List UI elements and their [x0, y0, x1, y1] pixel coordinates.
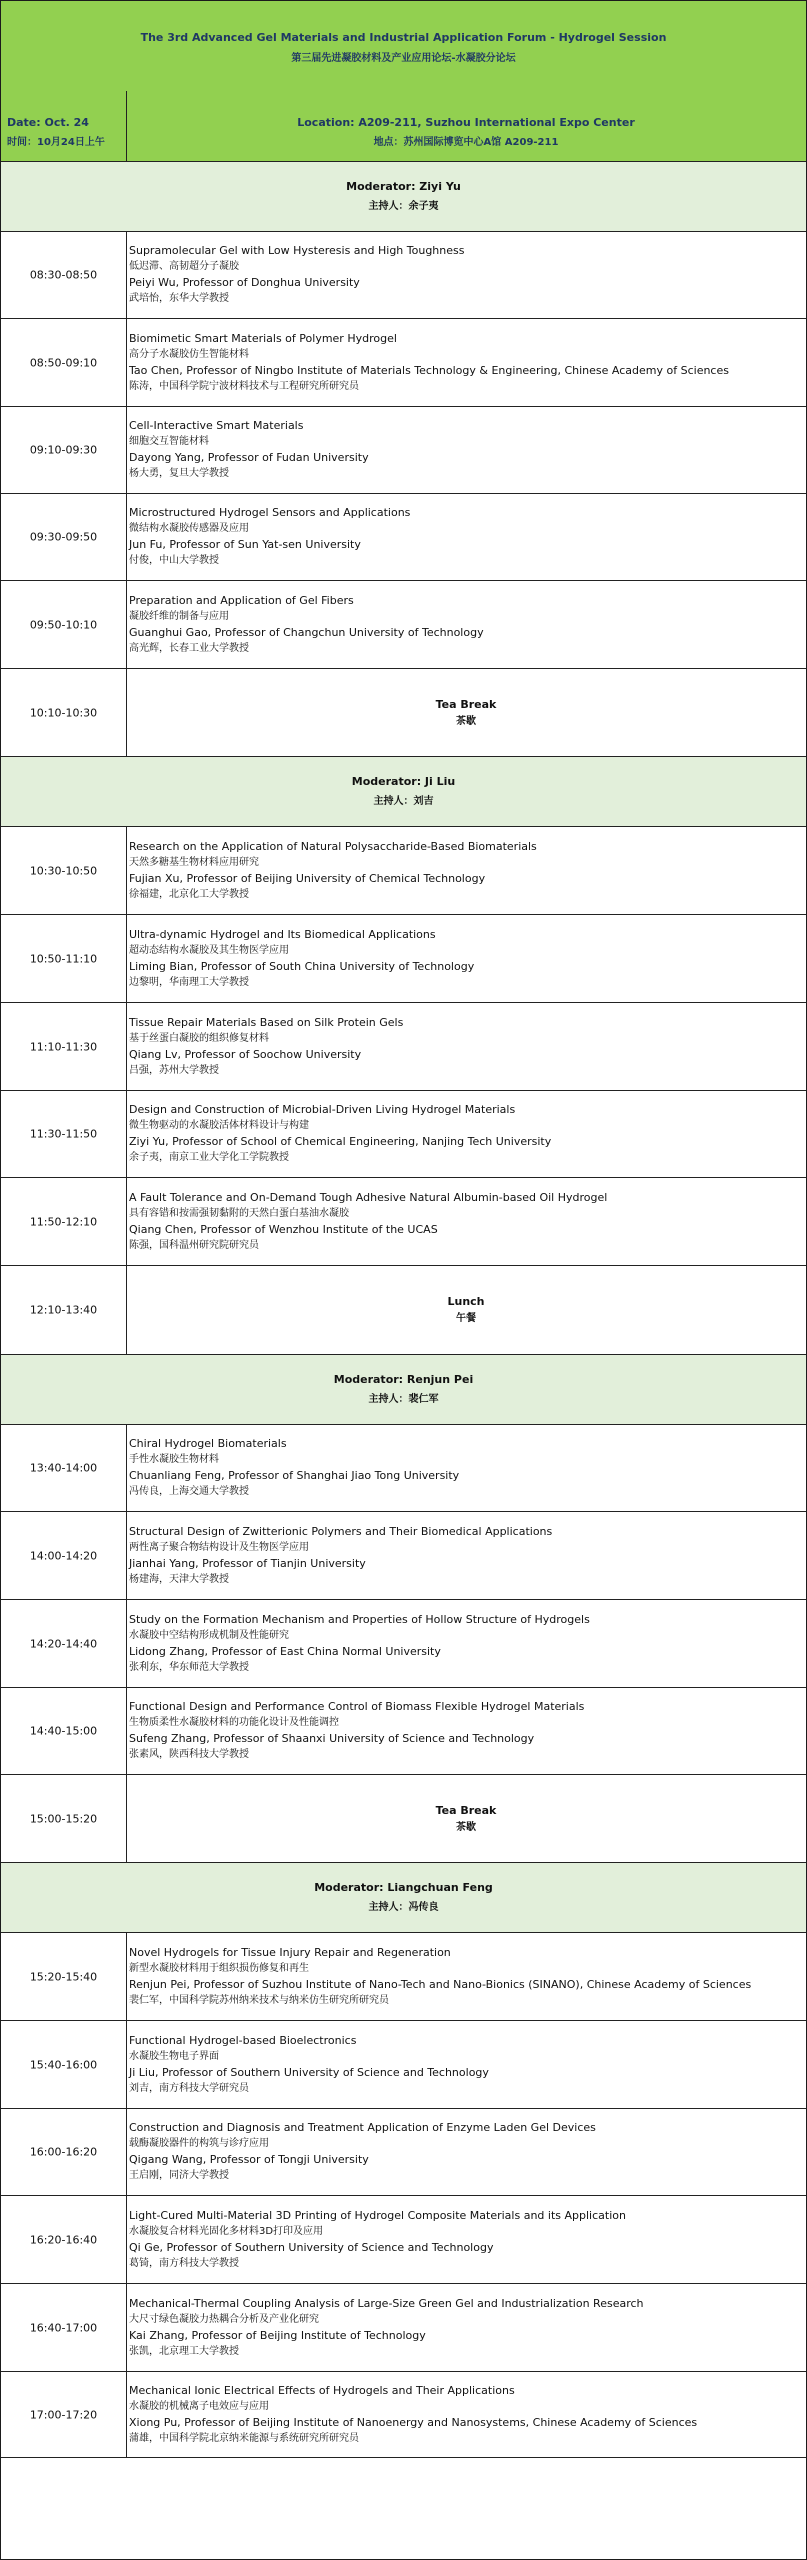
date-cn: 时间：10月24日上午 — [7, 137, 105, 148]
talk-title-en: Mechanical Ionic Electrical Effects of Hydrogels and Their Applications — [129, 2383, 515, 2397]
time-cell — [1, 407, 127, 493]
talk-title-cn: 载酶凝胶器件的构筑与诊疗应用 — [129, 2138, 269, 2149]
talk-details — [129, 927, 803, 991]
speaker-en: Xiong Pu, Professor of Beijing Institute of Nanoenergy and Nanosystems, Chinese Academy of Sciences — [129, 2415, 698, 2429]
talk-title-cn: 水凝胶生物电子界面 — [129, 2050, 219, 2062]
talk-title-en: A Fault Tolerance and On-Demand Tough Adhesive Natural Albumin-based Oil Hydrogel — [129, 1190, 608, 1204]
talk-details — [129, 2208, 803, 2272]
speaker-en: Chuanliang Feng, Professor of Shanghai Jiao Tong University — [129, 1469, 460, 1482]
time-cell — [1, 2109, 127, 2195]
talk-title-cn: 生物质柔性水凝胶材料的功能化设计及性能调控 — [129, 1717, 339, 1728]
talk-title-en: Supramolecular Gel with Low Hysteresis and High Toughness — [129, 244, 465, 257]
talk-row — [1, 1425, 806, 1512]
date-cell — [1, 91, 127, 161]
talk-row — [1, 232, 806, 319]
speaker-en: Liming Bian, Professor of South China University of Technology — [129, 959, 475, 973]
time-cell — [1, 915, 127, 1002]
speaker-cn: 张凯，北京理工大学教授 — [129, 2345, 239, 2357]
talk-row — [1, 827, 806, 915]
talk-details — [129, 1190, 803, 1254]
forum-title-block — [1, 1, 806, 92]
time-slot: 16:20-16:40 — [29, 2233, 98, 2246]
speaker-en: Peiyi Wu, Professor of Donghua University — [129, 276, 360, 289]
talk-cell — [126, 581, 806, 668]
talk-title-cn: 水凝胶复合材料光固化多材料3D打印及应用 — [129, 2225, 324, 2237]
location-cn: 地点：苏州国际博览中心A馆 A209-211 — [373, 137, 559, 148]
talk-title-cn: 超动态结构水凝胶及其生物医学应用 — [129, 944, 289, 956]
talk-cell — [126, 1003, 806, 1090]
talk-title-en: Ultra-dynamic Hydrogel and Its Biomedical Applications — [129, 927, 436, 941]
talk-title-en: Novel Hydrogels for Tissue Injury Repair and Regeneration — [129, 1945, 451, 1959]
talk-cell — [126, 407, 806, 493]
talk-cell — [126, 827, 806, 914]
speaker-cn: 裴仁军，中国科学院苏州纳米技术与纳米仿生研究所研究员 — [129, 1994, 389, 2006]
talk-title-en: Design and Construction of Microbial-Driven Living Hydrogel Materials — [129, 1103, 516, 1116]
speaker-en: Qiang Chen, Professor of Wenzhou Institute of the UCAS — [129, 1222, 438, 1236]
speaker-cn: 葛锜，南方科技大学教授 — [129, 2257, 239, 2269]
talk-details — [129, 2033, 803, 2097]
moderator-row — [1, 162, 806, 232]
speaker-cn: 杨建海，天津大学教授 — [129, 1573, 229, 1585]
talk-title-en: Research on the Application of Natural Polysaccharide-Based Biomaterials — [129, 839, 537, 853]
moderator-row — [1, 1863, 806, 1933]
time-slot: 08:50-09:10 — [29, 356, 98, 369]
talk-title-en: Construction and Diagnosis and Treatment Application of Enzyme Laden Gel Devices — [129, 2121, 596, 2134]
talk-cell — [126, 319, 806, 406]
talk-title-cn: 具有容错和按需强韧黏附的天然白蛋白基油水凝胶 — [129, 1207, 349, 1219]
speaker-en: Sufeng Zhang, Professor of Shaanxi University of Science and Technology — [129, 1732, 535, 1745]
talk-row — [1, 319, 806, 407]
talk-title-en: Preparation and Application of Gel Fibers — [129, 593, 354, 607]
talk-row — [1, 1512, 806, 1600]
speaker-en: Fujian Xu, Professor of Beijing University of Chemical Technology — [129, 871, 486, 885]
time-cell — [1, 2372, 127, 2457]
talk-details — [129, 1102, 803, 1166]
time-slot: 14:20-14:40 — [29, 1637, 98, 1650]
talk-title-en: Structural Design of Zwitterionic Polymers and Their Biomedical Applications — [129, 1524, 553, 1538]
time-cell — [1, 319, 127, 406]
moderator-row — [1, 757, 806, 827]
speaker-cn: 边黎明，华南理工大学教授 — [129, 976, 249, 988]
speaker-cn: 冯传良，上海交通大学教授 — [129, 1486, 249, 1497]
talk-title-cn: 基于丝蛋白凝胶的组织修复材料 — [129, 1032, 269, 1044]
talk-details — [129, 1015, 803, 1079]
talk-title-en: Functional Hydrogel-based Bioelectronics — [129, 2033, 357, 2047]
time-cell — [1, 1688, 127, 1774]
break-label — [126, 696, 806, 730]
speaker-cn: 张利东，华东师范大学教授 — [129, 1661, 249, 1673]
talk-title-en: Light-Cured Multi-Material 3D Printing of Hydrogel Composite Materials and its Application — [129, 2208, 626, 2222]
speaker-en: Tao Chen, Professor of Ningbo Institute of Materials Technology & Engineering, Chinese Academy of Sciences — [129, 363, 729, 377]
talk-cell — [126, 1425, 806, 1511]
time-cell — [1, 1178, 127, 1265]
speaker-en: Ji Liu, Professor of Southern University of Science and Technology — [129, 2065, 489, 2079]
talk-title-en: Biomimetic Smart Materials of Polymer Hydrogel — [129, 331, 397, 345]
location-en: Location: A209-211, Suzhou International Expo Center — [297, 116, 635, 129]
talk-row — [1, 1600, 806, 1688]
time-cell — [1, 1933, 127, 2020]
time-cell — [1, 494, 127, 580]
time-slot: 17:00-17:20 — [29, 2408, 98, 2421]
time-cell — [1, 232, 127, 318]
talk-cell — [126, 2021, 806, 2108]
talk-row — [1, 1003, 806, 1091]
talk-details — [129, 593, 803, 657]
talk-details — [129, 1612, 803, 1676]
break-label-cn: 茶歇 — [456, 1821, 476, 1833]
talk-title-cn: 微结构水凝胶传感器及应用 — [129, 523, 249, 534]
time-slot: 12:10-13:40 — [29, 1303, 98, 1317]
talk-title-en: Chiral Hydrogel Biomaterials — [129, 1437, 287, 1450]
talk-row — [1, 581, 806, 669]
talk-title-en: Tissue Repair Materials Based on Silk Protein Gels — [129, 1015, 404, 1029]
talk-details — [129, 331, 803, 395]
time-slot: 13:40-14:00 — [29, 1461, 98, 1475]
talk-row — [1, 494, 806, 581]
break-cell — [126, 1266, 806, 1354]
speaker-cn: 张素风，陕西科技大学教授 — [129, 1749, 249, 1760]
break-label-en: Lunch — [447, 1295, 485, 1308]
break-label-cn: 午餐 — [456, 1313, 476, 1324]
talk-cell — [126, 2284, 806, 2371]
talk-details — [129, 2296, 803, 2360]
talk-title-en: Study on the Formation Mechanism and Properties of Hollow Structure of Hydrogels — [129, 1612, 590, 1626]
speaker-en: Lidong Zhang, Professor of East China Normal University — [129, 1644, 441, 1658]
time-slot: 15:00-15:20 — [29, 1812, 98, 1825]
speaker-en: Ziyi Yu, Professor of School of Chemical Engineering, Nanjing Tech University — [129, 1135, 552, 1148]
speaker-en: Renjun Pei, Professor of Suzhou Institute of Nano-Tech and Nano-Bionics (SINANO), Chinese Academy of Sciences — [129, 1977, 752, 1991]
speaker-cn: 陈涛，中国科学院宁波材料技术与工程研究所研究员 — [129, 380, 359, 392]
time-slot: 11:50-12:10 — [29, 1215, 98, 1228]
talk-title-en: Functional Design and Performance Control of Biomass Flexible Hydrogel Materials — [129, 1700, 585, 1713]
speaker-en: Qiang Lv, Professor of Soochow University — [129, 1047, 362, 1061]
talk-row — [1, 1091, 806, 1178]
time-slot: 08:30-08:50 — [29, 268, 98, 282]
time-slot: 10:10-10:30 — [29, 706, 98, 719]
time-slot: 11:10-11:30 — [29, 1040, 98, 1053]
talk-cell — [126, 1512, 806, 1599]
break-cell — [126, 669, 806, 756]
time-cell — [1, 1003, 127, 1090]
moderator-name-en: Moderator: Ziyi Yu — [346, 180, 461, 193]
time-cell — [1, 2284, 127, 2371]
speaker-cn: 刘吉，南方科技大学研究员 — [129, 2082, 249, 2094]
talk-title-en: Cell-Interactive Smart Materials — [129, 419, 304, 432]
talk-row — [1, 2372, 806, 2458]
time-cell — [1, 669, 127, 756]
time-cell — [1, 2196, 127, 2283]
time-slot: 10:30-10:50 — [29, 864, 98, 877]
break-label — [126, 1293, 806, 1327]
talk-row — [1, 2284, 806, 2372]
speaker-en: Jun Fu, Professor of Sun Yat-sen University — [129, 538, 361, 551]
talk-cell — [126, 1688, 806, 1774]
talk-title-cn: 高分子水凝胶仿生智能材料 — [129, 348, 249, 360]
talk-details — [129, 418, 803, 482]
break-label-en: Tea Break — [435, 697, 497, 711]
time-slot: 09:10-09:30 — [29, 443, 98, 457]
speaker-cn: 蒲雄，中国科学院北京纳米能源与系统研究所研究员 — [129, 2432, 359, 2444]
time-slot: 14:40-15:00 — [29, 1724, 98, 1738]
time-slot: 16:00-16:20 — [29, 2145, 98, 2159]
speaker-cn: 王启刚，同济大学教授 — [129, 2170, 229, 2181]
break-label-cn: 茶歇 — [456, 715, 476, 727]
talk-title-cn: 凝胶纤维的制备与应用 — [129, 610, 229, 622]
forum-title-cn: 第三届先进凝胶材料及产业应用论坛-水凝胶分论坛 — [291, 53, 516, 64]
talk-title-cn: 天然多糖基生物材料应用研究 — [129, 856, 259, 868]
time-cell — [1, 1775, 127, 1862]
time-cell — [1, 1091, 127, 1177]
talk-title-cn: 两性离子聚合物结构设计及生物医学应用 — [129, 1541, 309, 1553]
talk-cell — [126, 1178, 806, 1265]
time-slot: 15:40-16:00 — [29, 2058, 98, 2071]
talk-title-cn: 细胞交互智能材料 — [129, 436, 209, 447]
break-label — [126, 1802, 806, 1836]
speaker-cn: 武培怡，东华大学教授 — [129, 293, 229, 304]
moderator-name-en: Moderator: Ji Liu — [351, 775, 456, 788]
moderator-name-cn: 主持人：裴仁军 — [368, 1394, 439, 1405]
talk-row — [1, 1688, 806, 1775]
talk-row — [1, 1933, 806, 2021]
talk-title-cn: 低迟滞、高韧超分子凝胶 — [129, 261, 239, 272]
talk-cell — [126, 494, 806, 580]
talk-cell — [126, 2109, 806, 2195]
talk-title-cn: 手性水凝胶生物材料 — [129, 1454, 219, 1465]
speaker-cn: 高光辉，长春工业大学教授 — [129, 642, 249, 654]
break-row — [1, 1775, 806, 1863]
time-slot: 09:50-10:10 — [29, 618, 98, 631]
break-row — [1, 669, 806, 757]
time-cell — [1, 1266, 127, 1354]
talk-row — [1, 915, 806, 1003]
time-cell — [1, 1425, 127, 1511]
talk-details — [129, 2383, 803, 2447]
forum-title-en: The 3rd Advanced Gel Materials and Industrial Application Forum - Hydrogel Session — [140, 31, 667, 44]
talk-cell — [126, 1091, 806, 1177]
talk-row — [1, 2109, 806, 2196]
moderator-row — [1, 1355, 806, 1425]
talk-title-cn: 新型水凝胶材料用于组织损伤修复和再生 — [129, 1962, 309, 1974]
talk-row — [1, 2196, 806, 2284]
time-cell — [1, 581, 127, 668]
talk-title-cn: 微生物驱动的水凝胶活体材料设计与构建 — [129, 1120, 309, 1131]
location-cell — [126, 91, 806, 161]
time-slot: 16:40-17:00 — [29, 2321, 98, 2334]
talk-details — [129, 505, 803, 569]
talk-details — [129, 1945, 803, 2009]
break-cell — [126, 1775, 806, 1862]
time-cell — [1, 1600, 127, 1687]
talk-title-cn: 大尺寸绿色凝胶力热耦合分析及产业化研究 — [129, 2313, 319, 2325]
speaker-cn: 徐福建，北京化工大学教授 — [129, 888, 249, 900]
time-cell — [1, 1512, 127, 1599]
talk-cell — [126, 1600, 806, 1687]
time-slot: 15:20-15:40 — [29, 1970, 98, 1983]
speaker-en: Kai Zhang, Professor of Beijing Institute of Technology — [129, 2328, 426, 2342]
talk-cell — [126, 2196, 806, 2283]
talk-details — [129, 1436, 803, 1500]
time-cell — [1, 827, 127, 914]
talk-details — [129, 1699, 803, 1763]
speaker-en: Qi Ge, Professor of Southern University of Science and Technology — [129, 2240, 494, 2254]
talk-title-cn: 水凝胶的机械离子电效应与应用 — [129, 2400, 269, 2412]
talk-details — [129, 2120, 803, 2184]
time-slot: 11:30-11:50 — [29, 1127, 98, 1141]
talk-cell — [126, 2372, 806, 2457]
talk-row — [1, 2021, 806, 2109]
talk-title-en: Microstructured Hydrogel Sensors and Applications — [129, 506, 411, 519]
break-row — [1, 1266, 806, 1355]
talk-title-cn: 水凝胶中空结构形成机制及性能研究 — [129, 1629, 289, 1641]
talk-title-en: Mechanical-Thermal Coupling Analysis of Large-Size Green Gel and Industrialization Research — [129, 2296, 644, 2310]
talk-details — [129, 243, 803, 307]
time-slot: 14:00-14:20 — [29, 1549, 98, 1562]
speaker-en: Jianhai Yang, Professor of Tianjin University — [129, 1556, 366, 1570]
speaker-en: Dayong Yang, Professor of Fudan University — [129, 451, 369, 464]
talk-row — [1, 407, 806, 494]
speaker-cn: 余子夷，南京工业大学化工学院教授 — [129, 1152, 289, 1163]
speaker-cn: 陈强，国科温州研究院研究员 — [129, 1239, 259, 1251]
speaker-cn: 付俊，中山大学教授 — [129, 555, 219, 566]
talk-details — [129, 839, 803, 903]
talk-row — [1, 1178, 806, 1266]
time-slot: 09:30-09:50 — [29, 530, 98, 544]
moderator-name-cn: 主持人：余子夷 — [368, 201, 439, 212]
talk-cell — [126, 915, 806, 1002]
date-location-row — [1, 91, 806, 162]
moderator-name-en: Moderator: Renjun Pei — [333, 1373, 474, 1386]
time-cell — [1, 2021, 127, 2108]
date-en: Date: Oct. 24 — [7, 116, 89, 129]
speaker-cn: 吕强，苏州大学教授 — [129, 1064, 219, 1076]
talk-cell — [126, 1933, 806, 2020]
speaker-en: Qigang Wang, Professor of Tongji University — [129, 2153, 369, 2166]
break-label-en: Tea Break — [435, 1803, 497, 1817]
speaker-cn: 杨大勇，复旦大学教授 — [129, 468, 229, 479]
moderator-name-cn: 主持人：冯传良 — [368, 1902, 439, 1913]
speaker-en: Guanghui Gao, Professor of Changchun University of Technology — [129, 625, 484, 639]
moderator-name-cn: 主持人：刘吉 — [373, 796, 434, 807]
talk-details — [129, 1524, 803, 1588]
time-slot: 10:50-11:10 — [29, 952, 98, 965]
talk-cell — [126, 232, 806, 318]
moderator-name-en: Moderator: Liangchuan Feng — [314, 1881, 493, 1894]
